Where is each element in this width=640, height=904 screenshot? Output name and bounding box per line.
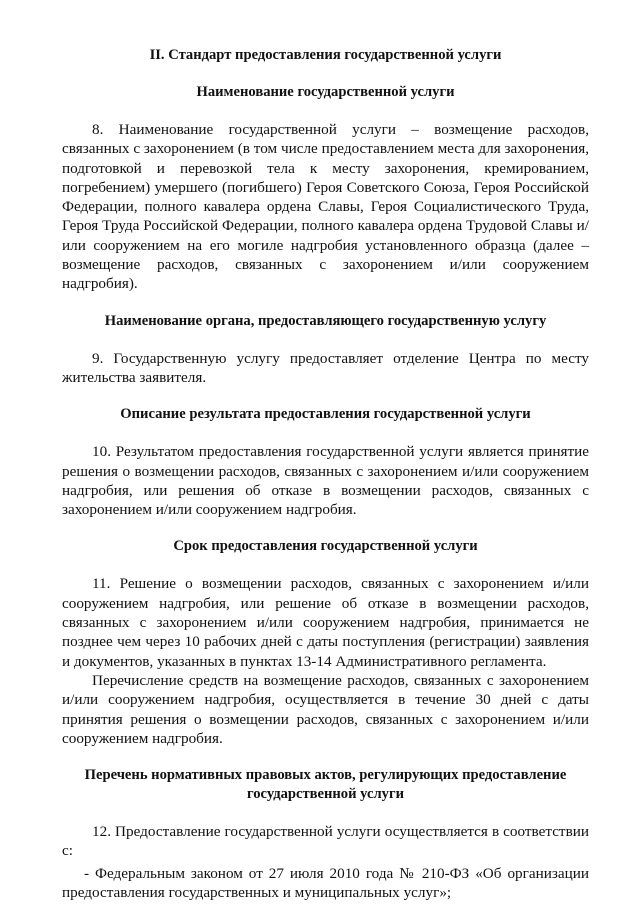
paragraph-9: 9. Государственную услугу предоставляет отделение Центра по месту жительства заявителя. bbox=[62, 349, 589, 386]
paragraph-12-law-item: - Федеральным законом от 27 июля 2010 года № 210-ФЗ «Об организации предоставления государственных и муниципальных услуг»; bbox=[62, 864, 589, 902]
heading-result: Описание результата предоставления государственной услуги bbox=[120, 406, 531, 423]
paragraph-11: 11. Решение о возмещении расходов, связанных с захоронением и/или сооружением надгробия, или решение об отказе в возмещении расходов, связанных с захоронением и/или сооружением надгробия, принимается не позднее чем через 10 рабочих дней с даты поступления (регистрации) заявления и документов, указанных в пунктах 13-14 Административного регламента. bbox=[62, 575, 589, 670]
section-title: II. Стандарт предоставления государственной услуги bbox=[149, 47, 502, 63]
heading-term: Срок предоставления государственной услуги bbox=[173, 538, 478, 555]
paragraph-12: 12. Предоставление государственной услуги осуществляется в соответствии с: bbox=[62, 823, 589, 860]
paragraph-10: 10. Результатом предоставления государственной услуги является принятие решения о возмещении расходов, связанных с захоронением и/или сооружением надгробия, или решения об отказе в возмещении расходов, связанных с захоронением и/или сооружением надгробия. bbox=[62, 443, 589, 519]
document-page bbox=[62, 46, 589, 902]
heading-authority: Наименование органа, предоставляющего государственную услугу bbox=[104, 312, 547, 329]
heading-legal-acts-line2: государственной услуги bbox=[246, 786, 405, 803]
heading-service-name: Наименование государственной услуги bbox=[196, 84, 455, 100]
heading-legal-acts-line1: Перечень нормативных правовых актов, регулирующих предоставление bbox=[84, 767, 567, 784]
paragraph-8: 8. Наименование государственной услуги – возмещение расходов, связанных с захоронением (в том числе предоставлением места для захоронения, подготовкой и перевозкой тела к месту захоронения, кремированием, погребением) умершего (погибшего) Героя Советского Союза, Героя Российской Федерации, полного кавалера ордена Славы, Героя Социалистического Труда, Героя Труда Российской Федерации, полного кавалера ордена Трудовой Славы и/или сооружением на его могиле надгробия установленного образца (далее – возмещение расходов, связанных с захоронением и/или сооружением надгробия). bbox=[62, 121, 589, 293]
paragraph-11-transfer: Перечисление средств на возмещение расходов, связанных с захоронением и/или сооружением надгробия, осуществляется в течение 30 дней с даты принятия решения о возмещении расходов, связанных с захоронением и/или сооружением надгробия. bbox=[62, 671, 589, 747]
